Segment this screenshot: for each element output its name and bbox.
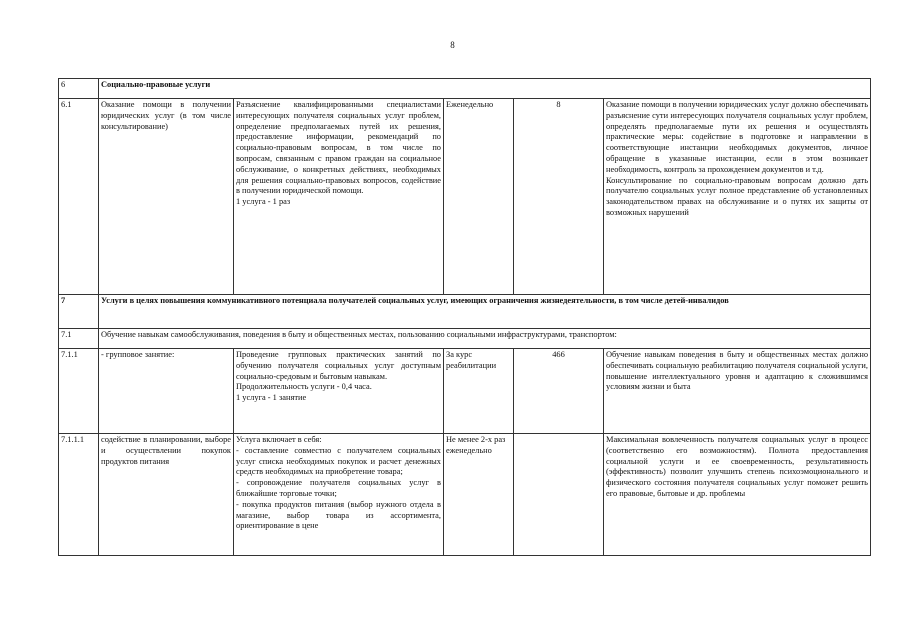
- service-unit: 1 услуга - 1 раз: [236, 197, 291, 207]
- row-number: 7.1.1: [59, 349, 99, 434]
- quality-text-2: Консультирование по социально-правовым вопросам должно дать получателю социальных услуг полное представление об установленных законодательством правах на обслуживание и о путях их защиты от возможных нарушений: [606, 175, 869, 217]
- quality-text: Оказание помощи в получении юридических услуг должно обеспечивать разъяснение сути интересующих получателя социальных услуг проблем, определять предполагаемые пути их решения и осуществлять практические меры: содействие в подготовке и направлении в соответствующие инстанции необходимых документов, личное обращение в указанные инстанции, если в этом возникает необходимость, контроль за прохождением документов и т.д.: [606, 100, 869, 174]
- description-text: Проведение групповых практических занятий по обучению получателя социальных услуг доступным социально-средовым и бытовым навыкам.: [236, 350, 441, 381]
- service-description: [234, 349, 444, 434]
- table-row: [59, 79, 871, 99]
- subsection-title: Обучение навыкам самообслуживания, поведения в быту и общественных местах, пользованию социальными инфраструктурами, транспортом:: [99, 329, 871, 349]
- quality-indicators: [604, 99, 871, 295]
- table-row: [59, 349, 871, 434]
- description-intro: Услуга включает в себя:: [236, 435, 322, 444]
- row-number: 7: [59, 295, 99, 329]
- description-item: - сопровождение получателя социальных услуг в ближайшие торговые точки;: [236, 478, 441, 498]
- row-number: 7.1.1.1: [59, 434, 99, 556]
- description-text: Разъяснение квалифицированными специалистами интересующих получателя социальных услуг проблем, определение предполагаемых путей их решения, предоставление информации, рекомендаций по социально-правовым вопросам, в том числе по вопросам, связанным с правом граждан на социальное обслуживание, о конкретных действиях, необходимых для решения социально-правовых вопросов, содействие в получении юридической помощи.: [236, 100, 441, 196]
- service-duration: Продолжительность услуги - 0,4 часа.: [236, 382, 372, 392]
- quality-indicators: Обучение навыкам поведения в быту и общественных местах должно обеспечивать социальную реабилитацию получателя социальной услуги, повышение интеллектуального уровня и адаптацию к сложившимся условиям жизни и быта: [604, 349, 871, 434]
- section-title: Услуги в целях повышения коммуникативного потенциала получателей социальных услуг, имеющих ограничения жизнедеятельности, в том числе детей-инвалидов: [99, 295, 871, 329]
- service-name: - групповое занятие:: [99, 349, 234, 434]
- service-amount: [514, 434, 604, 556]
- service-unit: 1 услуга - 1 занятие: [236, 393, 307, 403]
- service-name: содействие в планировании, выборе и осуществлении покупок продуктов питания: [99, 434, 234, 556]
- service-frequency: За курс реабилитации: [444, 349, 514, 434]
- services-table: [58, 78, 871, 556]
- table-row: [59, 99, 871, 295]
- service-frequency: Не менее 2-х раз еженедельно: [444, 434, 514, 556]
- service-amount: 466: [514, 349, 604, 434]
- table-row: [59, 329, 871, 349]
- service-amount: 8: [514, 99, 604, 295]
- service-description: [234, 99, 444, 295]
- description-item: - покупка продуктов питания (выбор нужного отдела в магазине, выбор товара из ассортимента, ориентирование в цене: [236, 499, 441, 531]
- quality-indicators: Максимальная вовлеченность получателя социальных услуг в процесс (соответственно его возможностям). Полнота предоставления социальной услуги и ее своевременность, результативность (эффективность) позволит улучшить степень психоэмоционального и физического состояния получателя социальных услуг поможет решить его правовые, бытовые и др. проблемы: [604, 434, 871, 556]
- section-title: Социально-правовые услуги: [99, 79, 871, 99]
- service-name: Оказание помощи в получении юридических услуг (в том числе консультирование): [99, 99, 234, 295]
- service-frequency: Еженедельно: [444, 99, 514, 295]
- table-row: [59, 295, 871, 329]
- row-number: 6.1: [59, 99, 99, 295]
- page-number: 8: [450, 40, 455, 50]
- row-number: 7.1: [59, 329, 99, 349]
- table-row: [59, 434, 871, 556]
- description-item: - составление совместно с получателем социальных услуг списка необходимых покупок и расчет денежных средств необходимых на приобретение товара;: [236, 445, 441, 477]
- row-number: 6: [59, 79, 99, 99]
- service-description: [234, 434, 444, 556]
